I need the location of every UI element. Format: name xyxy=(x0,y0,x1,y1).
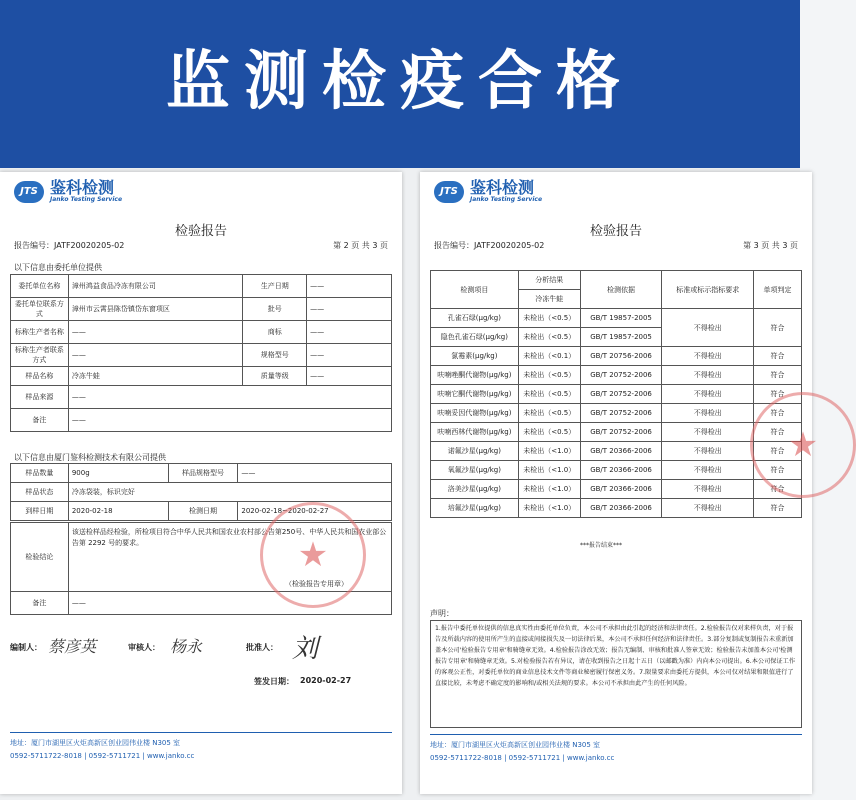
field-label: 样品数量 xyxy=(11,464,69,483)
th-result: 分析结果 xyxy=(518,271,580,290)
th-basis: 检测依据 xyxy=(580,271,662,309)
field-value: 冷冻袋装，标识完好 xyxy=(68,483,391,502)
table-row xyxy=(431,404,802,423)
result-value: 未检出（<1.0） xyxy=(518,480,580,499)
field-value: —— xyxy=(307,321,392,344)
remark-value: —— xyxy=(68,592,391,615)
footer-contact: 0592-5711722-8018 | 0592-5711721 | www.janko.cc xyxy=(430,754,615,762)
result-judge: 符合 xyxy=(754,442,802,461)
result-limit: 不得检出 xyxy=(662,404,754,423)
result-item: 呋喃它酮代谢物(μg/kg) xyxy=(431,385,519,404)
result-judge: 符合 xyxy=(754,309,802,347)
result-basis: GB/T 20366-2006 xyxy=(580,461,662,480)
table-row xyxy=(11,321,392,344)
table-row xyxy=(431,385,802,404)
logo-icon: JTS xyxy=(434,181,464,203)
result-limit: 不得检出 xyxy=(662,442,754,461)
approver-label: 批准人： xyxy=(246,643,278,652)
table-row xyxy=(431,423,802,442)
report-number: 报告编号：JATF20020205-02 xyxy=(14,241,125,250)
result-basis: GB/T 20366-2006 xyxy=(580,442,662,461)
brand-logo xyxy=(14,180,122,203)
seal-stamp: ★ xyxy=(260,502,366,608)
page-number: 第 2 页 共 3 页 xyxy=(333,241,388,250)
field-label: 委托单位联系方式 xyxy=(11,298,69,321)
result-item: 呋喃西林代谢物(μg/kg) xyxy=(431,423,519,442)
th-item: 检测项目 xyxy=(431,271,519,309)
field-label: 规格型号 xyxy=(243,344,307,367)
report-number: 报告编号：JATF20020205-02 xyxy=(434,241,545,250)
result-value: 未检出（<1.0） xyxy=(518,461,580,480)
logo-icon: JTS xyxy=(14,181,44,203)
table-row xyxy=(11,275,392,298)
field-value: —— xyxy=(68,321,243,344)
field-value: —— xyxy=(307,275,392,298)
declaration-heading: 声明： xyxy=(430,609,454,618)
table-row xyxy=(431,309,802,328)
result-item: 隐色孔雀石绿(μg/kg) xyxy=(431,328,519,347)
field-value: 2020-02-18 xyxy=(68,502,168,521)
th-limit: 标准或标示指标要求 xyxy=(662,271,754,309)
table-row xyxy=(431,499,802,518)
field-label: 委托单位名称 xyxy=(11,275,69,298)
table-row xyxy=(11,409,392,432)
result-value: 未检出（<0.5） xyxy=(518,423,580,442)
table-row xyxy=(11,386,392,409)
field-label: 样品来源 xyxy=(11,386,69,409)
result-judge: 符合 xyxy=(754,347,802,366)
result-basis: GB/T 20366-2006 xyxy=(580,480,662,499)
result-judge: 符合 xyxy=(754,499,802,518)
result-limit: 不得检出 xyxy=(662,423,754,442)
result-judge: 符合 xyxy=(754,480,802,499)
field-value: 漳州市云霄县陈岱镇岱东窗项区 xyxy=(68,298,243,321)
stamp-note: （检验报告专用章） xyxy=(285,580,348,588)
report-page-2 xyxy=(0,172,402,794)
result-value: 未检出（<1.0） xyxy=(518,499,580,518)
editor-signature: 蔡彦英 xyxy=(48,637,97,656)
field-label: 检测日期 xyxy=(168,502,238,521)
table-row xyxy=(431,480,802,499)
seal-stamp: ★ xyxy=(750,392,856,498)
result-basis: GB/T 20752-2006 xyxy=(580,423,662,442)
result-limit: 不得检出 xyxy=(662,499,754,518)
results-table xyxy=(430,270,802,518)
result-item: 氯霉素(μg/kg) xyxy=(431,347,519,366)
field-value: —— xyxy=(307,298,392,321)
result-value: 未检出（<0.5） xyxy=(518,385,580,404)
report-page-3 xyxy=(420,172,819,794)
report-title: 检验报告 xyxy=(174,224,227,239)
result-judge: 符合 xyxy=(754,423,802,442)
editor-label: 编制人： xyxy=(10,643,42,652)
field-value: —— xyxy=(307,344,392,367)
result-limit: 不得检出 xyxy=(662,461,754,480)
result-item: 孔雀石绿(μg/kg) xyxy=(431,309,519,328)
table-row xyxy=(11,344,392,367)
footer-contact: 0592-5711722-8018 | 0592-5711721 | www.janko.cc xyxy=(10,752,195,760)
client-info-table xyxy=(10,274,392,432)
field-label: 样品名称 xyxy=(11,367,69,386)
result-basis: GB/T 20752-2006 xyxy=(580,366,662,385)
section-lab: 以下信息由厦门鉴科检测技术有限公司提供 xyxy=(14,453,166,462)
field-label: 样品规格型号 xyxy=(168,464,238,483)
footer-divider xyxy=(10,732,392,733)
result-item: 洛美沙星(μg/kg) xyxy=(431,480,519,499)
result-judge: 符合 xyxy=(754,461,802,480)
conclusion-text: 该送检样品经检验，所检项目符合中华人民共和国农业农村部公告第250号、中华人民共和国农业部公告第 2292 号的要求。 xyxy=(71,528,387,547)
result-limit: 不得检出 xyxy=(662,385,754,404)
brand-name: 鉴科检测 xyxy=(470,178,535,197)
result-value: 未检出（<1.0） xyxy=(518,442,580,461)
banner-title: 监测检疫合格 xyxy=(166,45,634,119)
header-banner xyxy=(0,0,800,168)
result-limit: 不得检出 xyxy=(662,347,754,366)
result-value: 未检出（<0.5） xyxy=(518,366,580,385)
result-value: 未检出（<0.5） xyxy=(518,309,580,328)
report-end: ***报告结束*** xyxy=(580,542,623,549)
result-basis: GB/T 20756-2006 xyxy=(580,347,662,366)
result-value: 未检出（<0.1） xyxy=(518,347,580,366)
result-judge: 符合 xyxy=(754,404,802,423)
field-label: 商标 xyxy=(243,321,307,344)
result-basis: GB/T 19857-2005 xyxy=(580,328,662,347)
field-value: —— xyxy=(68,386,391,409)
approver-signature: 刘 xyxy=(292,634,319,664)
field-label: 生产日期 xyxy=(243,275,307,298)
th-judge: 单项判定 xyxy=(754,271,802,309)
field-value: 漳州鸿益食品冷冻有限公司 xyxy=(68,275,243,298)
field-label: 备注 xyxy=(11,409,69,432)
table-row xyxy=(11,298,392,321)
field-value: —— xyxy=(307,367,392,386)
field-value: —— xyxy=(238,464,392,483)
reviewer-signature: 杨永 xyxy=(170,637,203,656)
footer-divider xyxy=(430,734,802,735)
field-label: 到样日期 xyxy=(11,502,69,521)
result-limit: 不得检出 xyxy=(662,309,754,347)
report-title: 检验报告 xyxy=(589,224,642,239)
result-value: 未检出（<0.5） xyxy=(518,404,580,423)
result-item: 诺氟沙星(μg/kg) xyxy=(431,442,519,461)
sign-date-label: 签发日期： xyxy=(254,677,294,686)
field-value: 冷冻牛蛙 xyxy=(68,367,243,386)
table-row xyxy=(11,367,392,386)
field-label: 批号 xyxy=(243,298,307,321)
conclusion-label: 检验结论 xyxy=(11,523,69,592)
section-client: 以下信息由委托单位提供 xyxy=(14,263,102,272)
field-label: 标称生产者名称 xyxy=(11,321,69,344)
result-item: 呋喃妥因代谢物(μg/kg) xyxy=(431,404,519,423)
declaration-text: 1.报告中委托单位提供的信息真实性由委托单位负责，本公司不承担由此引起的经济和法律责任。2.检验报告仅对来样负责，对于报告及所载内容的使用所产生的直接或间接损失及一切法律后果，本公司不承担任何经济和法律责任。3.部分复制或复制报告未重新加盖本公司'检验报告专用章'和骑缝章无效。4.检验报告涂改无效；报告无编制、审核和批准人签章无效；检验报告未加盖本公司'检测报告专用章'和骑缝章无效。5.对检验报告若有异议，请在收到报告之日起十五日（以邮戳为准）内向本公司提出。6.本公司保证工作的客观公正性，对委托单位的商业信息技术文件等商业秘密履行保密义务。7.限量要求由委托方提供，本公司仅对结果和限值进行了直接比较，未考虑不确定度的影响和/或相关法规的要求。本公司不承担由此产生的任何风险。 xyxy=(430,620,802,728)
th-sample: 冷冻牛蛙 xyxy=(518,290,580,309)
table-row xyxy=(431,366,802,385)
result-judge: 符合 xyxy=(754,366,802,385)
field-label: 质量等级 xyxy=(243,367,307,386)
result-judge: 符合 xyxy=(754,385,802,404)
result-basis: GB/T 20752-2006 xyxy=(580,404,662,423)
table-row xyxy=(431,461,802,480)
footer-address: 地址：厦门市湖里区火炬高新区创业园伟业楼 N305 室 xyxy=(430,741,601,749)
result-limit: 不得检出 xyxy=(662,366,754,385)
field-value: 2020-02-18~2020-02-27 xyxy=(238,502,392,521)
result-value: 未检出（<0.5） xyxy=(518,328,580,347)
sign-date: 2020-02-27 xyxy=(300,676,352,685)
reviewer-label: 审核人： xyxy=(128,643,160,652)
table-row xyxy=(431,347,802,366)
brand-name-en: Janko Testing Service xyxy=(470,196,543,203)
result-basis: GB/T 19857-2005 xyxy=(580,309,662,328)
result-limit: 不得检出 xyxy=(662,480,754,499)
brand-name-en: Janko Testing Service xyxy=(50,196,123,203)
page-number: 第 3 页 共 3 页 xyxy=(743,241,798,250)
field-value: —— xyxy=(68,409,391,432)
result-basis: GB/T 20366-2006 xyxy=(580,499,662,518)
remark-label: 备注 xyxy=(11,592,69,615)
brand-logo xyxy=(434,180,542,203)
table-row xyxy=(431,442,802,461)
field-label: 样品状态 xyxy=(11,483,69,502)
brand-name: 鉴科检测 xyxy=(50,178,115,197)
footer-address: 地址：厦门市湖里区火炬高新区创业园伟业楼 N305 室 xyxy=(10,739,181,747)
table-row xyxy=(11,483,392,502)
result-basis: GB/T 20752-2006 xyxy=(580,385,662,404)
result-item: 氧氟沙星(μg/kg) xyxy=(431,461,519,480)
result-item: 呋喃唑酮代谢物(μg/kg) xyxy=(431,366,519,385)
result-item: 培氟沙星(μg/kg) xyxy=(431,499,519,518)
table-row xyxy=(11,464,392,483)
field-value: —— xyxy=(68,344,243,367)
field-value: 900g xyxy=(68,464,168,483)
field-label: 标称生产者联系方式 xyxy=(11,344,69,367)
